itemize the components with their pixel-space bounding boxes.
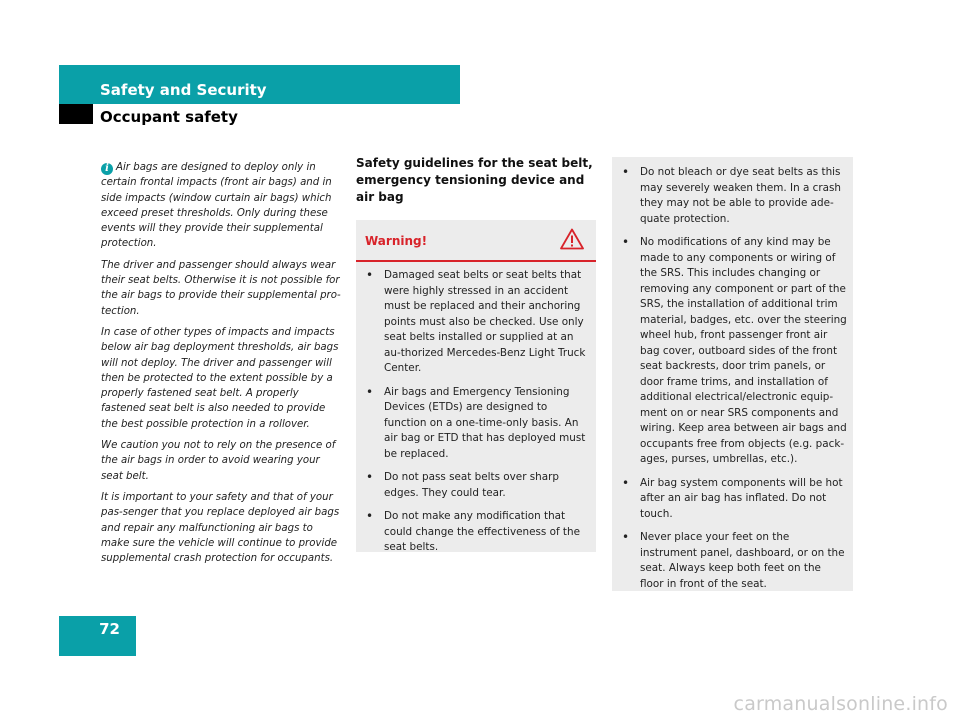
guidelines-heading: Safety guidelines for the seat belt, emergency tensioning device and air bag [356, 156, 593, 204]
continued-list [612, 157, 853, 592]
continued-warning-box [612, 157, 853, 591]
list-item: • No modifications of any kind may be made to any components or wiring of the SRS. This includes changing or removing any component or part of the SRS, the installation of additional trim material, badges, etc. over the steering wheel hub, front passenger front air bag cover, outboard sides of the front seat backrests, door trim panels, or door frame trims, and installation of additional electrical/electronic equip-ment on or near SRS components and wiring. Keep area between air bags and occupants free from objects (e.g. pack-ages, purses, umbrellas, etc.). [612, 235, 847, 468]
list-item: • Never place your feet on the instrument panel, dashboard, or on the seat. Always keep both feet on the floor in front of the seat. [612, 530, 847, 592]
subsection-marker [59, 104, 93, 124]
list-item: • Damaged seat belts or seat belts that were highly stressed in an accident must be replaced and their anchoring points must also be checked. Use only seat belts installed or supplied at an au-thorized Mercedes-Benz Light Truck Center. [356, 268, 590, 377]
warning-label: Warning! [365, 234, 428, 248]
info-icon: i [101, 163, 113, 175]
watermark: carmanualsonline.info [733, 693, 948, 715]
list-item: • Air bags and Emergency Tensioning Devices (ETDs) are designed to function on a one-time-only basis. An air bag or ETD that has deployed must be replaced. [356, 385, 590, 463]
subsection-title: Occupant safety [100, 108, 238, 126]
list-item: • Do not bleach or dye seat belts as this may severely weaken them. In a crash they may not be able to provide ade-quate protection. [612, 165, 847, 227]
info-paragraph-0-text: Air bags are designed to deploy only in certain frontal impacts (front air bags) and in side impacts (window curtain air bags) which exceed preset thresholds. Only during these events will they provide their supplemental protection. [101, 162, 332, 250]
warning-triangle-icon [560, 228, 584, 250]
list-item: • Do not make any modification that could change the effectiveness of the seat belts. [356, 509, 590, 556]
section-title: Safety and Security [100, 81, 267, 99]
list-item: • Air bag system components will be hot after an air bag has inflated. Do not touch. [612, 476, 847, 523]
info-note [101, 160, 341, 572]
info-paragraph-0 [101, 160, 341, 252]
info-paragraph-4: It is important to your safety and that of your pas-senger that you replace deployed air bags and repair any malfunctioning air bags to make sure the vehicle will continue to provide supplemental crash protection for occupants. [101, 491, 340, 565]
warning-box [356, 220, 596, 552]
page-number: 72 [99, 620, 120, 638]
info-paragraph-2: In case of other types of impacts and impacts below air bag deployment thresholds, air bags will not deploy. The driver and passenger will then be protected to the extent possible by a properly fastened seat belt. A properly fastened seat belt is also needed to provide the best possible protection in a rollover. [101, 326, 339, 430]
info-paragraph-3: We caution you not to rely on the presence of the air bags in order to avoid wearing your seat belt. [101, 440, 336, 482]
warning-list [356, 262, 596, 556]
list-item: • Do not pass seat belts over sharp edges. They could tear. [356, 470, 590, 501]
info-paragraph-1: The driver and passenger should always wear their seat belts. Otherwise it is not possible for the air bags to provide their supplemental pro-tection. [101, 259, 341, 317]
warning-header [356, 220, 596, 262]
